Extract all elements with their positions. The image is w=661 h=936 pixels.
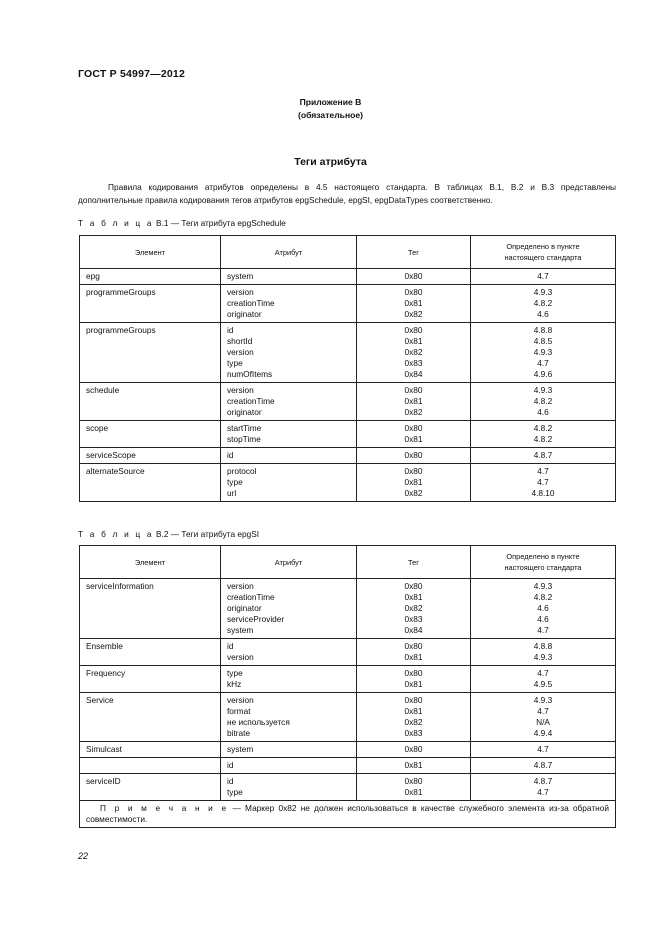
table-epgschedule: [79, 235, 616, 502]
tag-value: 0x81: [404, 787, 423, 797]
tag-value: 0x82: [404, 717, 423, 727]
attribute-value: type: [227, 668, 243, 678]
attribute-value: url: [227, 488, 237, 498]
table-row: [80, 285, 616, 323]
element-cell: schedule: [80, 383, 221, 421]
header-attribute: Атрибут: [221, 236, 357, 269]
defined-value: 4.8.2: [533, 592, 553, 602]
tag-value: 0x81: [404, 679, 423, 689]
page-number: 22: [78, 851, 89, 861]
table-row: [80, 383, 616, 421]
attribute-value: id: [227, 325, 234, 335]
tag-cell: [357, 285, 471, 323]
attribute-value: id: [227, 450, 234, 460]
element-cell: serviceInformation: [80, 579, 221, 639]
defined-value: 4.7: [537, 466, 549, 476]
header-defined-line2: настоящего стандарта: [504, 563, 582, 572]
attribute-value: version: [227, 652, 254, 662]
table-row: [80, 693, 616, 742]
tag-value: 0x80: [404, 695, 423, 705]
attribute-value: bitrate: [227, 728, 251, 738]
attribute-cell: [221, 666, 357, 693]
attribute-value: type: [227, 787, 243, 797]
defined-value: 4.9.3: [533, 287, 553, 297]
defined-value: N/A: [536, 717, 550, 727]
element-cell: epg: [80, 269, 221, 285]
appendix-status: (обязательное): [297, 110, 364, 120]
defined-value: 4.8.2: [533, 423, 553, 433]
defined-value: 4.9.3: [533, 347, 553, 357]
header-defined-line1: Определено в пункте: [506, 242, 580, 251]
element-cell: programmeGroups: [80, 323, 221, 383]
tag-cell: [357, 269, 471, 285]
element-cell: Service: [80, 693, 221, 742]
note-text: — Маркер 0x82 не должен использоваться в качестве служебного элемента из-за обратной совместимости.: [86, 803, 609, 824]
attribute-cell: [221, 579, 357, 639]
table-row: [80, 448, 616, 464]
defined-cell: [471, 269, 616, 285]
tag-value: 0x81: [404, 396, 423, 406]
defined-cell: [471, 448, 616, 464]
defined-value: 4.7: [537, 787, 549, 797]
defined-value: 4.9.3: [533, 695, 553, 705]
defined-value: 4.9.3: [533, 385, 553, 395]
attribute-value: format: [227, 706, 251, 716]
attribute-value: version: [227, 347, 254, 357]
defined-value: 4.8.7: [533, 776, 553, 786]
defined-value: 4.8.2: [533, 434, 553, 444]
document-header: ГОСТ Р 54997—2012: [78, 68, 186, 80]
attribute-value: creationTime: [227, 396, 275, 406]
defined-cell: [471, 693, 616, 742]
tag-cell: [357, 464, 471, 502]
defined-cell: [471, 323, 616, 383]
attribute-value: system: [227, 744, 254, 754]
defined-value: 4.7: [537, 477, 549, 487]
table1-caption-prefix: Т а б л и ц а: [78, 218, 154, 228]
defined-cell: [471, 774, 616, 801]
defined-value: 4.7: [537, 744, 549, 754]
attribute-value: numOfItems: [227, 369, 273, 379]
defined-value: 4.6: [537, 407, 549, 417]
defined-value: 4.8.10: [531, 488, 555, 498]
attribute-value: creationTime: [227, 298, 275, 308]
tag-value: 0x80: [404, 641, 423, 651]
attribute-value: originator: [227, 309, 262, 319]
defined-value: 4.8.2: [533, 298, 553, 308]
tag-value: 0x82: [404, 309, 423, 319]
element-cell: scope: [80, 421, 221, 448]
tag-value: 0x83: [404, 358, 423, 368]
tag-cell: [357, 758, 471, 774]
table-row: [80, 758, 616, 774]
tag-value: 0x81: [404, 336, 423, 346]
attribute-value: id: [227, 641, 234, 651]
tag-value: 0x84: [404, 625, 423, 635]
attribute-value: version: [227, 695, 254, 705]
defined-value: 4.8.7: [533, 760, 553, 770]
defined-cell: [471, 579, 616, 639]
table-row: [80, 774, 616, 801]
defined-value: 4.7: [537, 625, 549, 635]
tag-cell: [357, 579, 471, 639]
tag-value: 0x82: [404, 407, 423, 417]
table2-note-row: [80, 801, 616, 828]
header-tag: Тег: [357, 236, 471, 269]
tag-value: 0x81: [404, 652, 423, 662]
tag-cell: [357, 421, 471, 448]
table-row: [80, 464, 616, 502]
attribute-cell: [221, 285, 357, 323]
header-element: Элемент: [80, 236, 221, 269]
table-row: [80, 639, 616, 666]
header-defined-line2: настоящего стандарта: [504, 253, 582, 262]
attribute-value: type: [227, 477, 243, 487]
tag-value: 0x81: [404, 434, 423, 444]
element-cell: Simulcast: [80, 742, 221, 758]
attribute-value: version: [227, 581, 254, 591]
defined-value: 4.8.8: [533, 641, 553, 651]
defined-value: 4.9.3: [533, 652, 553, 662]
defined-cell: [471, 758, 616, 774]
attribute-cell: [221, 448, 357, 464]
tag-value: 0x80: [404, 450, 423, 460]
tag-value: 0x82: [404, 488, 423, 498]
attribute-value: stopTime: [227, 434, 261, 444]
defined-cell: [471, 383, 616, 421]
attribute-cell: [221, 269, 357, 285]
table-row: [80, 579, 616, 639]
element-cell: Ensemble: [80, 639, 221, 666]
table1-header-row: [80, 236, 616, 269]
attribute-cell: [221, 774, 357, 801]
defined-cell: [471, 666, 616, 693]
defined-cell: [471, 639, 616, 666]
element-cell: programmeGroups: [80, 285, 221, 323]
tag-value: 0x80: [404, 423, 423, 433]
element-cell: serviceID: [80, 774, 221, 801]
header-element: Элемент: [80, 546, 221, 579]
defined-cell: [471, 742, 616, 758]
attribute-value: system: [227, 625, 254, 635]
attribute-value: kHz: [227, 679, 242, 689]
element-cell: Frequency: [80, 666, 221, 693]
tag-value: 0x80: [404, 776, 423, 786]
tag-cell: [357, 639, 471, 666]
header-tag: Тег: [357, 546, 471, 579]
header-defined-line1: Определено в пункте: [506, 552, 580, 561]
attribute-cell: [221, 323, 357, 383]
tag-cell: [357, 448, 471, 464]
defined-cell: [471, 421, 616, 448]
tag-cell: [357, 666, 471, 693]
attribute-value: serviceProvider: [227, 614, 285, 624]
attribute-value: shortId: [227, 336, 253, 346]
defined-value: 4.7: [537, 706, 549, 716]
defined-value: 4.8.2: [533, 396, 553, 406]
attribute-cell: [221, 421, 357, 448]
tag-value: 0x80: [404, 325, 423, 335]
attribute-value: protocol: [227, 466, 257, 476]
tag-value: 0x80: [404, 287, 423, 297]
tag-value: 0x81: [404, 477, 423, 487]
defined-value: 4.9.4: [533, 728, 553, 738]
tag-value: 0x82: [404, 603, 423, 613]
table-row: [80, 421, 616, 448]
attribute-value: startTime: [227, 423, 262, 433]
defined-value: 4.8.8: [533, 325, 553, 335]
tag-cell: [357, 323, 471, 383]
defined-value: 4.7: [537, 271, 549, 281]
appendix-title: Приложение В: [299, 97, 362, 107]
table2-caption: [78, 529, 259, 539]
table-epgsi: [79, 545, 616, 828]
attribute-value: version: [227, 385, 254, 395]
defined-value: 4.9.3: [533, 581, 553, 591]
tag-value: 0x81: [404, 298, 423, 308]
table2-caption-prefix: Т а б л и ц а: [78, 529, 154, 539]
attribute-value: originator: [227, 603, 262, 613]
tag-value: 0x81: [404, 706, 423, 716]
table1-caption: [78, 218, 286, 228]
tag-cell: [357, 383, 471, 421]
attribute-value: id: [227, 760, 234, 770]
defined-value: 4.6: [537, 614, 549, 624]
defined-value: 4.8.7: [533, 450, 553, 460]
section-title: Теги атрибута: [294, 156, 367, 168]
attribute-value: не используется: [227, 717, 290, 727]
tag-value: 0x81: [404, 760, 423, 770]
table-row: [80, 269, 616, 285]
tag-value: 0x80: [404, 271, 423, 281]
defined-cell: [471, 464, 616, 502]
defined-value: 4.6: [537, 603, 549, 613]
tag-value: 0x80: [404, 385, 423, 395]
attribute-value: creationTime: [227, 592, 275, 602]
tag-value: 0x84: [404, 369, 423, 379]
tag-value: 0x83: [404, 728, 423, 738]
header-defined: [471, 236, 616, 269]
attribute-cell: [221, 464, 357, 502]
defined-value: 4.9.5: [533, 679, 553, 689]
attribute-value: system: [227, 271, 254, 281]
defined-value: 4.7: [537, 358, 549, 368]
tag-value: 0x81: [404, 592, 423, 602]
defined-value: 4.6: [537, 309, 549, 319]
header-attribute: Атрибут: [221, 546, 357, 579]
note-prefix: П р и м е ч а н и е: [100, 803, 229, 813]
attribute-value: version: [227, 287, 254, 297]
attribute-cell: [221, 742, 357, 758]
table-row: [80, 666, 616, 693]
attribute-value: type: [227, 358, 243, 368]
tag-cell: [357, 693, 471, 742]
element-cell: [80, 758, 221, 774]
table2-caption-text: В.2 — Теги атрибута epgSI: [156, 529, 260, 539]
tag-cell: [357, 774, 471, 801]
table1-caption-text: В.1 — Теги атрибута epgSchedule: [156, 218, 286, 228]
defined-value: 4.9.6: [533, 369, 553, 379]
table2-note: [80, 801, 616, 828]
attribute-cell: [221, 758, 357, 774]
tag-cell: [357, 742, 471, 758]
tag-value: 0x83: [404, 614, 423, 624]
tag-value: 0x80: [404, 668, 423, 678]
defined-cell: [471, 285, 616, 323]
table2-header-row: [80, 546, 616, 579]
tag-value: 0x80: [404, 744, 423, 754]
header-defined: [471, 546, 616, 579]
defined-value: 4.8.5: [533, 336, 553, 346]
attribute-value: id: [227, 776, 234, 786]
tag-value: 0x82: [404, 347, 423, 357]
tag-value: 0x80: [404, 581, 423, 591]
element-cell: alternateSource: [80, 464, 221, 502]
table-row: [80, 323, 616, 383]
tag-value: 0x80: [404, 466, 423, 476]
intro-paragraph: Правила кодирования атрибутов определены в 4.5 настоящего стандарта. В таблицах В.1, В.2 и В.3 представлены дополнительные правила кодирования тегов атрибутов epgSchedule, epgSI, epgDataTypes соответственно.: [78, 182, 616, 205]
attribute-cell: [221, 383, 357, 421]
attribute-cell: [221, 693, 357, 742]
element-cell: serviceScope: [80, 448, 221, 464]
defined-value: 4.7: [537, 668, 549, 678]
table-row: [80, 742, 616, 758]
attribute-value: originator: [227, 407, 262, 417]
attribute-cell: [221, 639, 357, 666]
